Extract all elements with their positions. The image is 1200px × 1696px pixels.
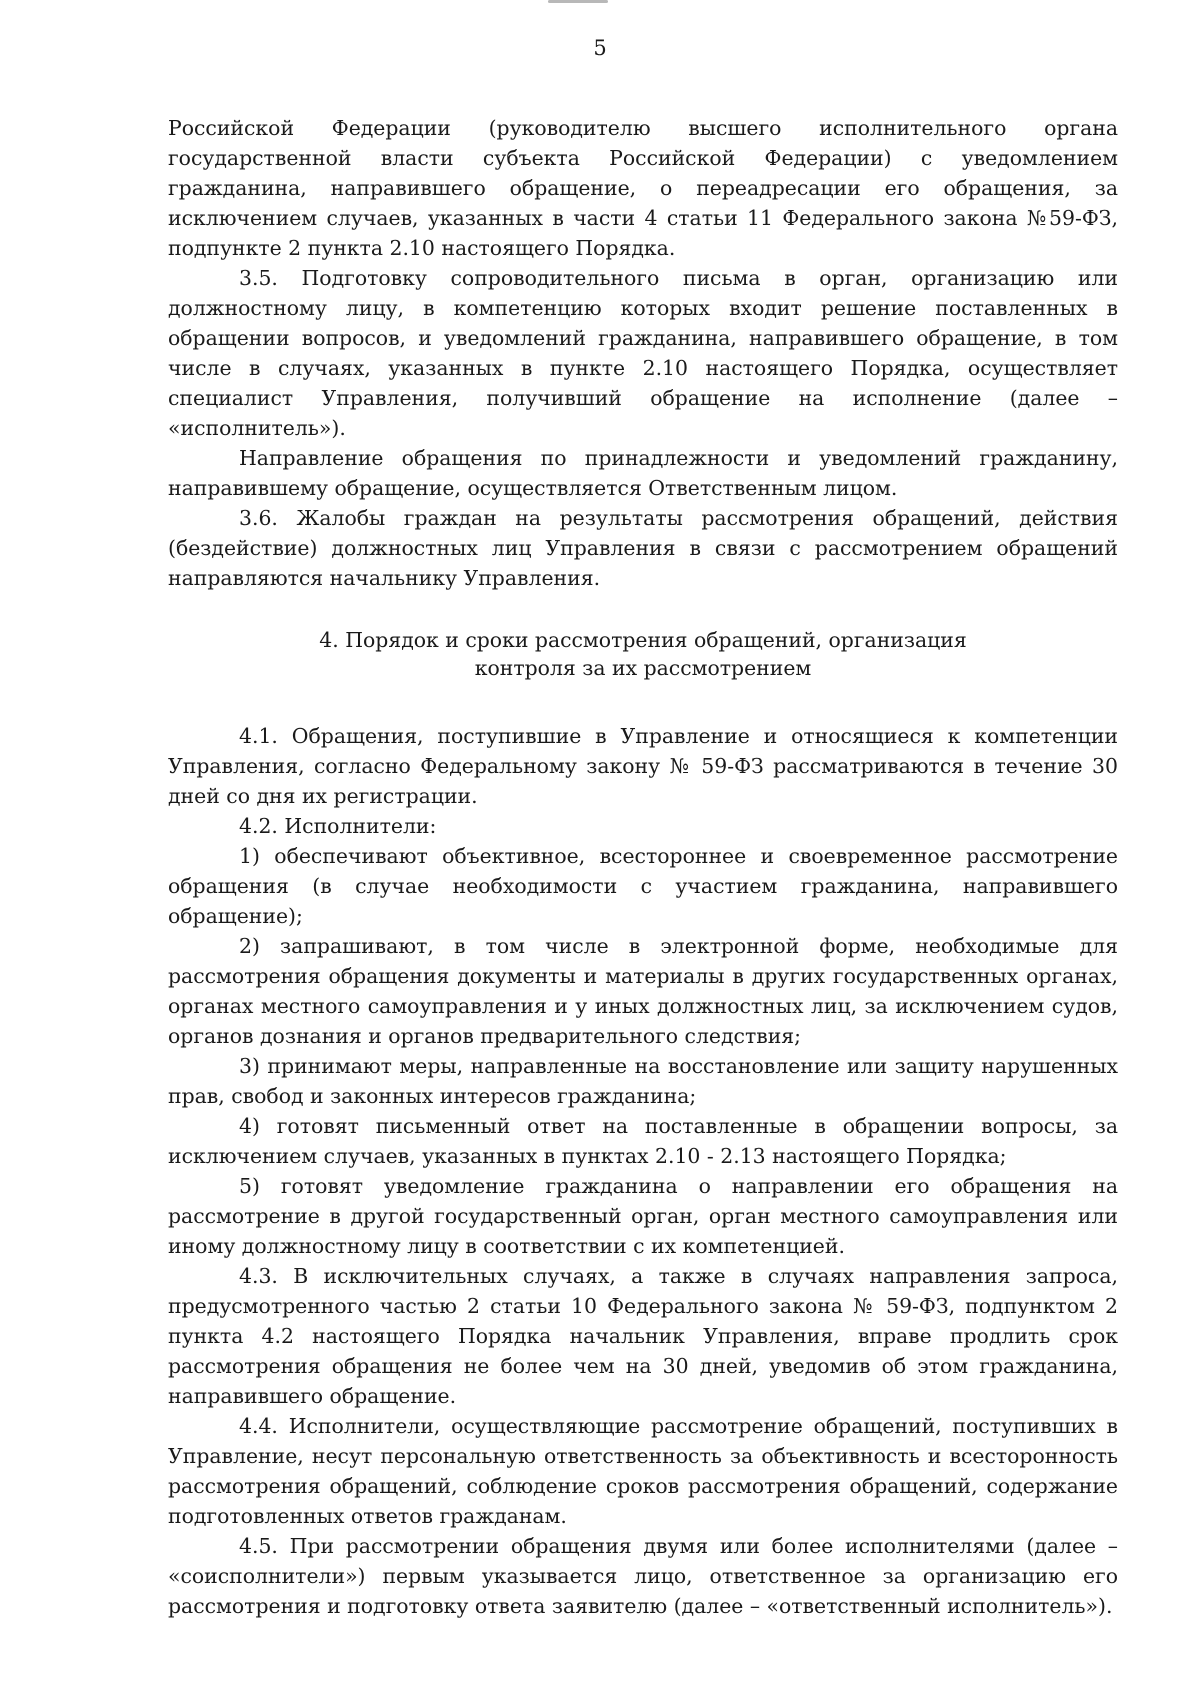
paragraph-direction: Направление обращения по принадлежности и уведомлений гражданину, направившему обращение, осуществляется Ответственным лицом. [168, 446, 1118, 500]
paragraph-4-5: 4.5. При рассмотрении обращения двумя или более исполнителями (далее – «соисполнители») первым указывается лицо, ответственное за организацию его рассмотрения и подготовку ответа заявителю (далее – «ответственный исполнитель»). [168, 1534, 1118, 1618]
paragraph-4-1: 4.1. Обращения, поступившие в Управление и относящиеся к компетенции Управления, согласно Федеральному закону № 59-ФЗ рассматриваются в течение 30 дней со дня их регистрации. [168, 724, 1118, 808]
list-item-1: 1) обеспечивают объективное, всестороннее и своевременное рассмотрение обращения (в случае необходимости с участием гражданина, направившего обращение); [168, 844, 1118, 928]
list-item-3: 3) принимают меры, направленные на восстановление или защиту нарушенных прав, свобод и законных интересов гражданина; [168, 1054, 1118, 1108]
paragraph-3-6: 3.6. Жалобы граждан на результаты рассмотрения обращений, действия (бездействие) должностных лиц Управления в связи с рассмотрением обращений направляются начальнику Управления. [168, 506, 1118, 590]
list-item-2: 2) запрашивают, в том числе в электронной форме, необходимые для рассмотрения обращения документы и материалы в других государственных органах, органах местного самоуправления и у иных должностных лиц, за исключением судов, органов дознания и органов предварительного следствия; [168, 934, 1118, 1048]
paragraph-4-3: 4.3. В исключительных случаях, а также в случаях направления запроса, предусмотренного частью 2 статьи 10 Федерального закона № 59-ФЗ, подпунктом 2 пункта 4.2 настоящего Порядка начальник Управления, вправе продлить срок рассмотрения обращения не более чем на 30 дней, уведомив об этом гражданина, направившего обращение. [168, 1264, 1118, 1408]
list-item-5: 5) готовят уведомление гражданина о направлении его обращения на рассмотрение в другой государственный орган, орган местного самоуправления или иному должностному лицу в соответствии с их компетенцией. [168, 1174, 1118, 1258]
paragraph-intro-continuation: Российской Федерации (руководителю высшего исполнительного органа государственной власти субъекта Российской Федерации) с уведомлением гражданина, направившего обращение, о переадресации его обращения, за исключением случаев, указанных в части 4 статьи 11 Федерального закона №59-ФЗ, подпункте 2 пункта 2.10 настоящего Порядка. [168, 116, 1118, 260]
paragraph-3-5: 3.5. Подготовку сопроводительного письма в орган, организацию или должностному лицу, в компетенцию которых входит решение поставленных в обращении вопросов, и уведомлений гражданина, направившего обращение, в том числе в случаях, указанных в пункте 2.10 настоящего Порядка, осуществляет специалист Управления, получивший обращение на исполнение (далее – «исполнитель»). [168, 266, 1118, 440]
paragraph-4-4: 4.4. Исполнители, осуществляющие рассмотрение обращений, поступивших в Управление, несут персональную ответственность за объективность и всесторонность рассмотрения обращений, соблюдение сроков рассмотрения обращений, содержание подготовленных ответов гражданам. [168, 1414, 1118, 1528]
section-4-heading-line2: контроля за их рассмотрением [474, 656, 812, 680]
scan-mark [548, 0, 608, 3]
section-4-heading [168, 626, 1118, 682]
paragraph-4-2: 4.2. Исполнители: [239, 814, 437, 838]
document-body [168, 113, 1118, 1621]
page-number: 5 [593, 36, 607, 60]
list-item-4: 4) готовят письменный ответ на поставленные в обращении вопросы, за исключением случаев, указанных в пунктах 2.10 - 2.13 настоящего Порядка; [168, 1114, 1118, 1168]
section-4-heading-line1: 4. Порядок и сроки рассмотрения обращений, организация [319, 628, 967, 652]
